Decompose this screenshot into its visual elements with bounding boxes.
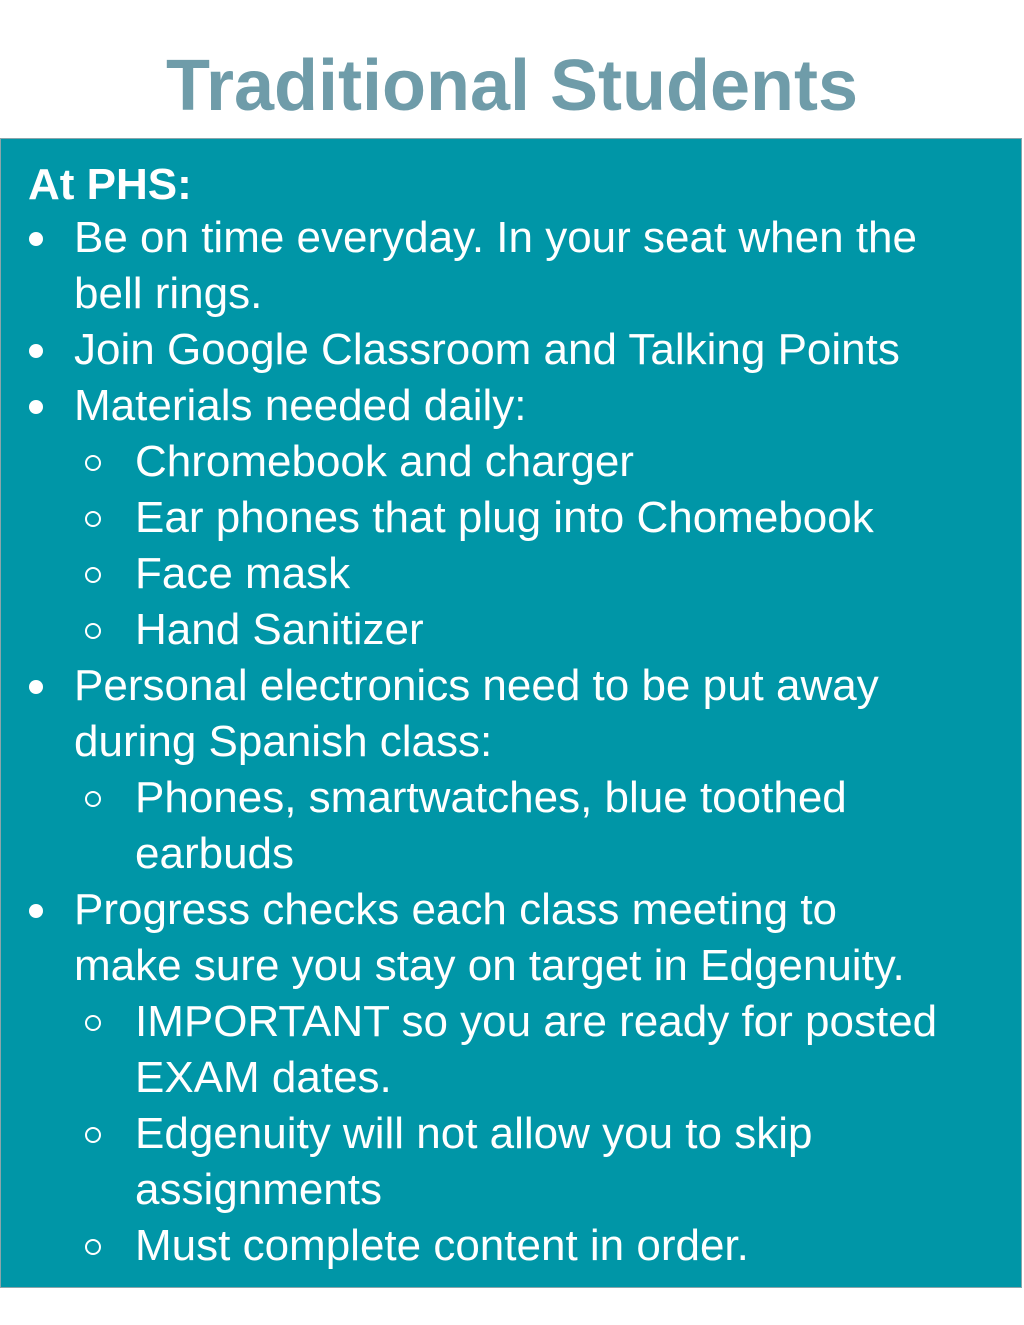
list-item-text: during Spanish class: <box>74 717 493 766</box>
sub-item-text: earbuds <box>135 829 295 878</box>
sub-item-text: Phones, smartwatches, blue toothed <box>135 773 847 822</box>
sub-item-text: Face mask <box>135 549 351 598</box>
content-panel <box>0 138 1022 1288</box>
sub-item-ear-phones <box>1 490 1023 546</box>
circle-bullet-icon <box>85 791 101 807</box>
circle-bullet-icon <box>85 455 101 471</box>
list-item-text: Progress checks each class meeting to <box>74 885 838 934</box>
sub-item-text: Chromebook and charger <box>135 437 634 486</box>
sub-item-face-mask <box>1 546 1023 602</box>
list-item-personal-electronics <box>1 658 1023 770</box>
sub-item-hand-sanitizer <box>1 602 1023 658</box>
list-item-text: bell rings. <box>74 269 263 318</box>
section-heading: At PHS: <box>28 160 192 209</box>
list-item-text: Materials needed daily: <box>74 381 527 430</box>
sub-item-text: assignments <box>135 1165 383 1214</box>
sub-item-no-skip <box>1 1106 1023 1218</box>
sub-item-text: Hand Sanitizer <box>135 605 424 654</box>
bullet-list <box>1 210 1023 1274</box>
sub-item-text: EXAM dates. <box>135 1053 392 1102</box>
list-item-google-classroom <box>1 322 1023 378</box>
sub-item-in-order <box>1 1218 1023 1274</box>
sub-item-text: Must complete content in order. <box>135 1221 749 1270</box>
sub-item-phones <box>1 770 1023 882</box>
circle-bullet-icon <box>85 567 101 583</box>
sub-item-text: Edgenuity will not allow you to skip <box>135 1109 813 1158</box>
bullet-icon <box>29 344 43 358</box>
sub-item-text: Ear phones that plug into Chomebook <box>135 493 874 542</box>
page-title: Traditional Students <box>165 46 859 126</box>
list-item-text: Join Google Classroom and Talking Points <box>74 325 900 374</box>
circle-bullet-icon <box>85 1127 101 1143</box>
list-item-text: Personal electronics need to be put away <box>74 661 879 710</box>
sub-item-chromebook <box>1 434 1023 490</box>
circle-bullet-icon <box>85 623 101 639</box>
bullet-icon <box>29 904 43 918</box>
circle-bullet-icon <box>85 1015 101 1031</box>
bullet-icon <box>29 680 43 694</box>
list-item-on-time <box>1 210 1023 322</box>
list-item-materials <box>1 378 1023 434</box>
list-item-text: Be on time everyday. In your seat when the <box>74 213 917 262</box>
sub-item-text: IMPORTANT so you are ready for posted <box>135 997 938 1046</box>
list-item-progress-checks <box>1 882 1023 994</box>
circle-bullet-icon <box>85 511 101 527</box>
sub-item-important <box>1 994 1023 1106</box>
list-item-text: make sure you stay on target in Edgenuity. <box>74 941 905 990</box>
bullet-icon <box>29 232 43 246</box>
bullet-icon <box>29 400 43 414</box>
circle-bullet-icon <box>85 1239 101 1255</box>
